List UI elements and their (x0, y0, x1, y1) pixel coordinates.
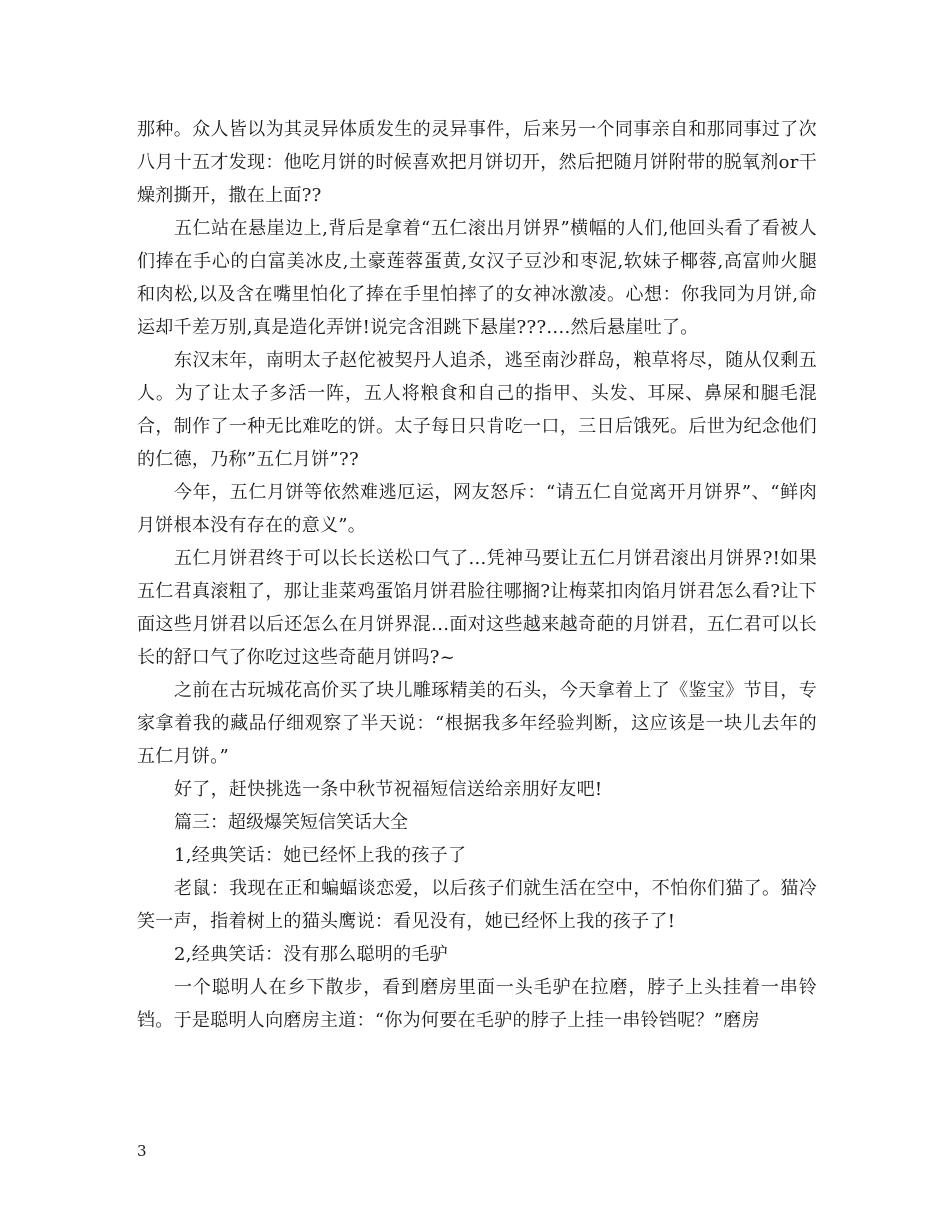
paragraph-6: 之前在古玩城花高价买了块儿雕琢精美的石头，今天拿着上了《鉴宝》节目，专家拿着我的藏品仔细观察了半天说：“根据我多年经验判断，这应该是一块儿去年的五仁月饼。” (137, 680, 817, 767)
paragraph-5: 五仁月饼君终于可以长长送松口气了...凭神马要让五仁月饼君滚出月饼界?!如果五仁君真滚粗了，那让韭菜鸡蛋馅月饼君脸往哪搁?让梅菜扣肉馅月饼君怎么看?让下面这些月饼君以后还怎么在月饼界混...面对这些越来越奇葩的月饼君，五仁君可以长长的舒口气了你吃过这些奇葩月饼吗?~ (137, 548, 817, 668)
page-number: 3 (137, 1142, 147, 1160)
paragraph-3: 东汉末年，南明太子赵佗被契丹人追杀，逃至南沙群岛，粮草将尽，随从仅剩五人。为了让太子多活一阵，五人将粮食和自己的指甲、头发、耳屎、鼻屎和腿毛混合，制作了一种无比难吃的饼。太子每日只肯吃一口，三日后饿死。后世为纪念他们的仁德，乃称”五仁月饼”?? (137, 350, 817, 470)
joke-1-body: 老鼠：我现在正和蝙蝠谈恋爱，以后孩子们就生活在空中，不怕你们猫了。猫冷笑一声，指着树上的猫头鹰说：看见没有，她已经怀上我的孩子了! (137, 878, 817, 932)
joke-2-title: 2,经典笑话：没有那么聪明的毛驴 (174, 944, 448, 965)
document-body (137, 113, 817, 1037)
paragraph-4: 今年，五仁月饼等依然难逃厄运，网友怒斥：“请五仁自觉离开月饼界”、“鲜肉月饼根本没有存在的意义”。 (137, 482, 817, 536)
paragraph-7: 好了，赶快挑选一条中秋节祝福短信送给亲朋好友吧! (174, 779, 603, 800)
joke-2-body: 一个聪明人在乡下散步，看到磨房里面一头毛驴在拉磨，脖子上头挂着一串铃铛。于是聪明人向磨房主道：“你为何要在毛驴的脖子上挂一串铃铛呢？”磨房 (137, 977, 817, 1031)
joke-1-title: 1,经典笑话：她已经怀上我的孩子了 (174, 845, 467, 866)
paragraph-2: 五仁站在悬崖边上,背后是拿着“五仁滚出月饼界”横幅的人们,他回头看了看被人们捧在手心的白富美冰皮,土豪莲蓉蛋黄,女汉子豆沙和枣泥,软妹子椰蓉,高富帅火腿和肉松,以及含在嘴里怕化了捧在手里怕摔了的女神冰激凌。心想：你我同为月饼,命运却千差万别,真是造化弄饼!说完含泪跳下悬崖???....然后悬崖吐了。 (137, 218, 817, 338)
paragraph-1: 那种。众人皆以为其灵异体质发生的灵异事件，后来另一个同事亲自和那同事过了次八月十五才发现：他吃月饼的时候喜欢把月饼切开，然后把随月饼附带的脱氧剂or干燥剂撕开，撒在上面?? (137, 119, 817, 206)
section-title: 篇三：超级爆笑短信笑话大全 (174, 812, 408, 833)
